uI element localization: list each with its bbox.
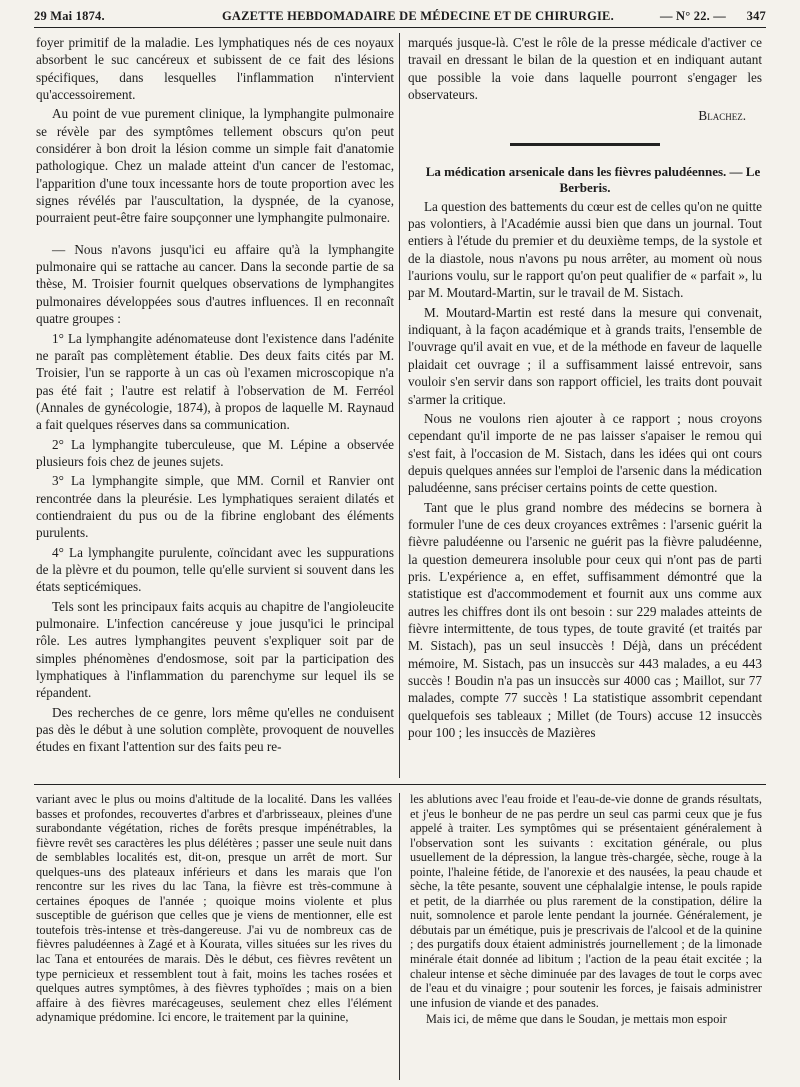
author-signature: Blachez. [698, 108, 746, 124]
paragraph: marqués jusque-là. C'est le rôle de la presse médicale d'activer ce travail en dressant le bilan de la question et en indiquant autant que possible la voie dans laquelle pourront s'engager les observateurs. [408, 35, 762, 103]
header-date: 29 Mai 1874. [34, 9, 105, 23]
paragraph: variant avec le plus ou moins d'altitude de la localité. Dans les vallées basses et profondes, recouvertes d'arbres et d'arbrisseaux, pleines d'une surabondante végétation, riches de forêts presque impénétrables, la fièvre revêt ses caractères les plus délétères ; passer une seule nuit dans de semblables localités est, dit-on, presque un arrêt de mort. Sur quelques-uns des plateaux inférieurs et dans les marais que l'on rencontre sur les rives du lac Tana, la fièvre est très-commune à certaines époques de l'année ; quoique moins violente et plus susceptible de guérison que celles que je viens de mentionner, elle est toutefois très-intense et très-dangereuse. J'ai vu de nombreux cas de fièvres paludéennes à Zagé et à Kourata, villes situées sur les rives du lac Tana et entourées de marais. Dès le début, ces fièvres revêtent un type pernicieux et ressemblent tout à fait, moins les taches rosées et quelques autres symptômes, à des fièvres typhoïdes ; mais on a bien affaire à des fièvres marécageuses, seulement chez elles l'élément adynamique prédomine. Ici encore, le traitement par la quinine, [36, 792, 392, 1025]
column-top-left [36, 34, 394, 758]
paragraph: Tels sont les principaux faits acquis au chapitre de l'angioleucite pulmonaire. L'infection cancéreuse y joue jusqu'ici le principal rôle. Les autres lymphangites peuvent s'expliquer soit par de simples phénomènes d'endosmose, soit par la participation des lymphatiques à l'inflammation du parenchyme sur lequel ils se répandent. [36, 598, 394, 701]
paragraph: 1° La lymphangite adénomateuse dont l'existence dans l'adénite ne paraît pas complètement établie. Des deux faits cités par M. Troisier, l'un se rapporte à un cas où l'examen microscopique n'a pas été fait ; l'autre est relatif à l'observation de M. Ferréol (Annales de gynécologie, 1874), à propos de laquelle M. Raynaud a fait quelques réserves dans sa communication. [36, 330, 394, 433]
header-page-number: 347 [746, 9, 766, 23]
column-divider-top [399, 33, 400, 778]
paragraph-gap [36, 229, 394, 241]
section-title: La médication arsenicale dans les fièvres paludéennes. — Le Berberis. [425, 163, 761, 195]
header-rule [34, 27, 766, 28]
paragraph: Nous ne voulons rien ajouter à ce rapport ; nous croyons cependant qu'il importe de ne pas laisser s'apaiser le remou qui s'est fait, à l'occasion de M. Sistach, dans les idées qui ont cours depuis quelques années sur l'emploi de l'arsenic dans la médication paludéenne, sans préciser certains points de cette question. [408, 410, 762, 496]
header-issue-number: — N° 22. — [659, 9, 726, 23]
column-top-right [408, 34, 762, 743]
paragraph: 4° La lymphangite purulente, coïncidant avec les suppurations de la plèvre et du poumon, telle qu'elle survient si souvent dans les états septicémiques. [36, 544, 394, 595]
paragraph: 2° La lymphangite tuberculeuse, que M. Lépine a observée plusieurs fois chez de jeunes sujets. [36, 436, 394, 469]
paragraph: foyer primitif de la maladie. Les lymphatiques nés de ces noyaux absorbent le suc cancéreux et subissent de ce fait des lésions spécifiques, dans lesquelles l'inflammation n'intervient qu'accessoirement. [36, 35, 394, 103]
paragraph: Des recherches de ce genre, lors même qu'elles ne conduisent pas dès le début à une solution complète, provoquent de nouvelles études en fixant l'attention sur des faits peu re- [36, 704, 394, 755]
column-divider-bottom [399, 793, 400, 1080]
paragraph: — Nous n'avons jusqu'ici eu affaire qu'à la lymphangite pulmonaire qui se rattache au cancer. Dans la seconde partie de sa thèse, M. Troisier fournit quelques observations de lymphangites pulmonaires développées sous d'autres influences. Il en reconnaît quatre groupes : [36, 241, 394, 327]
paragraph: Au point de vue purement clinique, la lymphangite pulmonaire se révèle par des symptômes tellement obscurs qu'on peut considérer à bon droit la lésion comme un simple fait d'anatomie pathologique. Chez un malade atteint d'un cancer de l'estomac, l'apparition d'une toux incessante hors de toute proportion avec les signes révélés par l'auscultation, la dyspnée, de la cyanose, pourraient peut-être faire soupçonner une lymphangite pulmonaire. [36, 106, 394, 226]
section-separator [510, 143, 660, 146]
paragraph: 3° La lymphangite simple, que MM. Cornil et Ranvier ont rencontrée dans la pleurésie. Les lymphatiques seraient dilatés et contiendraient du pus ou de la fibrine englobant des éléments purulents. [36, 473, 394, 541]
paragraph: les ablutions avec l'eau froide et l'eau-de-vie donne de grands résultats, et j'eus le bonheur de ne pas perdre un seul cas parmi ceux que je fus appelé à traiter. Les symptômes qui se présentaient généralement à l'observation sont les suivants : excitation générale, ou plus usuellement de la dépression, la langue très-chargée, sèche, rouge à la pointe, l'haleine fétide, de l'anorexie et des nausées, la peau chaude et sèche, la tête pesante, souvent une céphalalgie intense, le pouls rapide et petit, de la diarrhée ou plus rarement de la constipation, délire la nuit, somnolence et parole lente pendant la journée. Généralement, je débutais par un émétique, puis je prescrivais de l'alcool et de la quinine ; des purgatifs doux étaient administrés journellement ; de la limonade minérale était donnée ad libitum ; l'action de la peau était excitée ; la chaleur intense et sèche diminuée par des lavages de tout le corps avec de l'eau et du vinaigre ; pour soutenir les forces, je faisais administrer une infusion de viande et des panades. [410, 792, 762, 1010]
column-bottom-right [410, 792, 762, 1029]
middle-rule [34, 784, 766, 785]
paragraph: Tant que le plus grand nombre des médecins se bornera à formuler l'une de ces deux croyances extrêmes : l'arsenic guérit la fièvre paludéenne ou l'arsenic ne guérit pas la fièvre paludéenne, la question demeurera insoluble pour ceux qui n'ont pas de parti pris. L'expérience a, en effet, suffisamment démontré que la statistique est d'accommodement et fournit aux uns comme aux autres les chiffres dont ils ont besoin : sur 229 malades atteints de fièvre intermittente, de tous types, de toute gravité (et traités par M. Sistach), pas un seul insuccès ! Déjà, dans un précédent mémoire, M. Sistach, pas un insuccès sur 443 malades, a eu 443 succès ! Boudin n'a pas un insuccès sur 4000 cas ; Maillot, sur 77 malades, compte 77 succès ! La statistique assombrit cependant quelquefois ses tableaux ; Millet (de Tours) accuse 12 insuccès pour 100 ; les insuccès de Mazières [408, 499, 762, 741]
header-journal-title: GAZETTE HEBDOMADAIRE DE MÉDECINE ET DE CHIRURGIE. [222, 9, 614, 23]
column-bottom-left [36, 792, 392, 1027]
paragraph: La question des battements du cœur est de celles qu'on ne quitte pas volontiers, à l'Académie aussi bien que dans un journal. Tout entiers à l'étude du premier et du deuxième temps, de la systole et de la diastole, nous n'avons pu nous arrêter, au moment où nous l'aurions voulu, sur le rapport qu'on peut qualifier de « parfait », lu par M. Moutard-Martin, sur le travail de M. Sistach. [408, 198, 762, 301]
paragraph: M. Moutard-Martin est resté dans la mesure qui convenait, indiquant, à la façon académique et à grands traits, l'ensemble de l'ouvrage qu'il avait en vue, et de la méthode en faveur de laquelle plaidait cet ouvrage ; il a suffisamment laissé entrevoir, sans vouloir s'en servir dans son rapport officiel, les traits dont pouvait s'armer la critique. [408, 304, 762, 407]
paragraph: Mais ici, de même que dans le Soudan, je mettais mon espoir [426, 1012, 727, 1027]
